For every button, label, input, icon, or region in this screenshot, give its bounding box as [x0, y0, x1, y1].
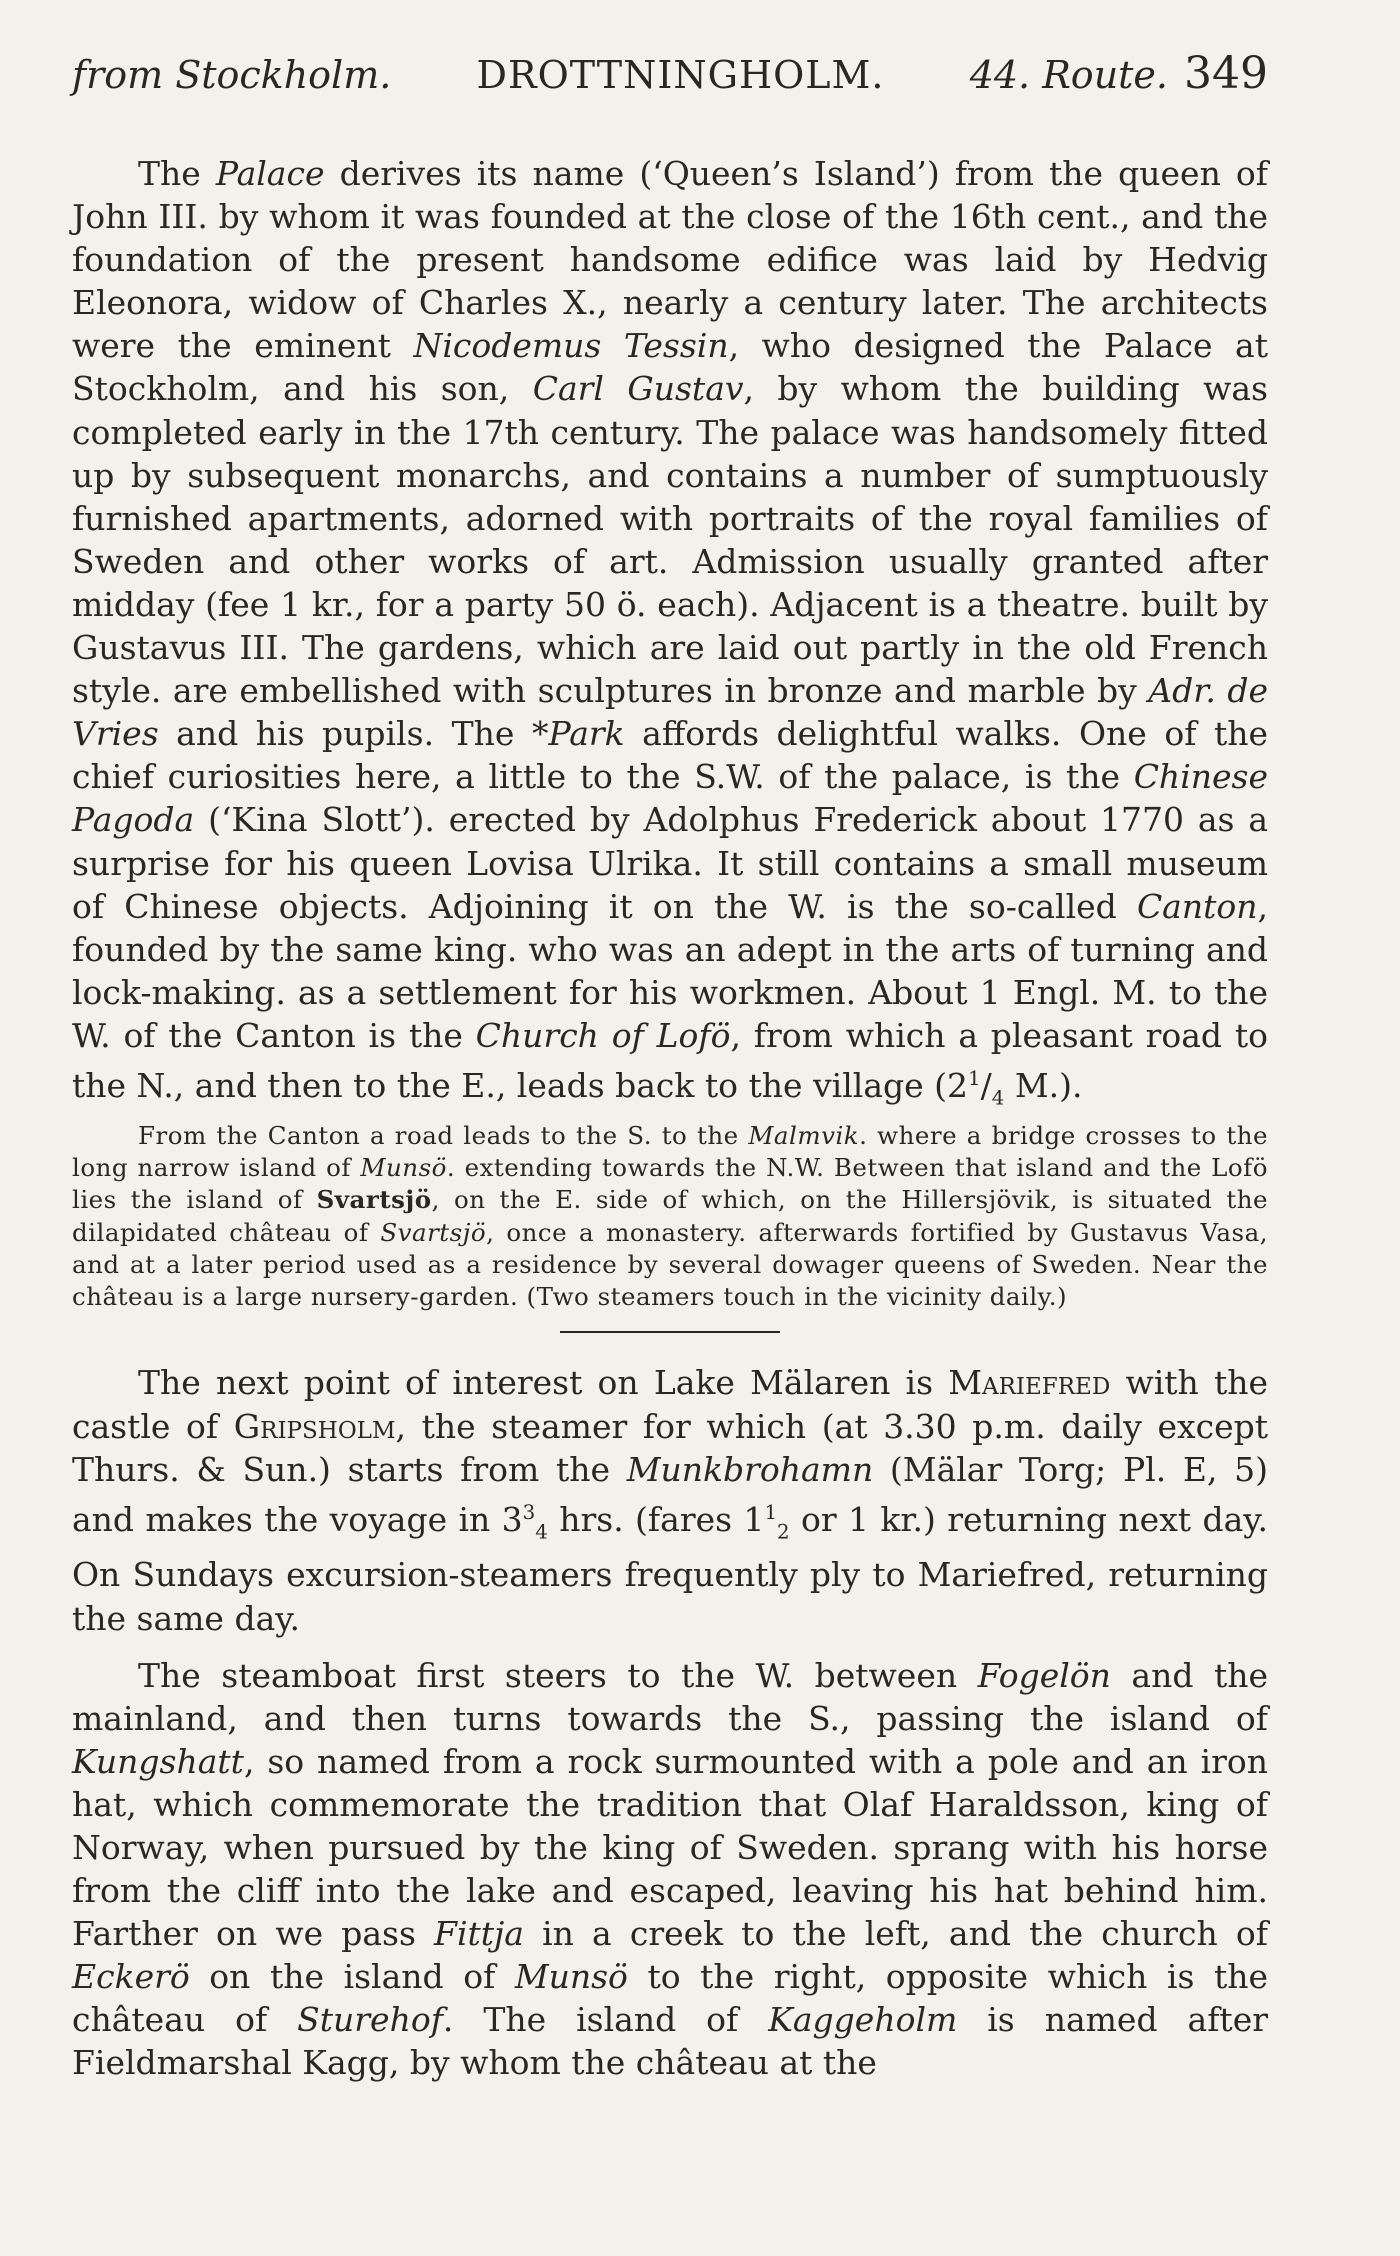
text-run: hrs. (fares 1: [547, 1499, 765, 1539]
header-route: 44. Route.: [969, 53, 1168, 97]
italic-run: Chinese Pagoda: [72, 757, 1268, 840]
fraction-denominator: 4: [535, 1520, 548, 1544]
text-run: , on the E. side of which, on the Hillersjövik, is situated the dilapidated château of: [72, 1185, 1268, 1247]
italic-run: Carl Gustav: [532, 369, 744, 409]
text-run: From the Canton a road leads to the S. to the: [138, 1120, 749, 1150]
fraction-slash: /: [980, 1065, 992, 1105]
paragraph-palace: [72, 152, 1268, 1120]
small-caps-run: Mariefred: [948, 1363, 1111, 1403]
running-header: [72, 48, 1268, 108]
small-caps-run: Gripsholm: [233, 1406, 396, 1446]
italic-run: Eckerö: [72, 1957, 190, 1997]
fraction-numerator: 1: [764, 1500, 778, 1524]
header-right: [970, 48, 1268, 99]
italic-run: Munsö: [360, 1152, 447, 1182]
text-run: (Mälar Torg; Pl. E, 5) and makes the voyage in 3: [72, 1449, 1269, 1539]
italic-run: Adr. de Vries: [72, 671, 1268, 754]
text-run: , so named from a rock surmounted with a pole and an iron hat, which commemorate the tradition that Olaf Haraldsson, king of Norway, when pursued by the king of Sweden. sprang with his horse from the cliff into the lake and escaped, leaving his hat behind him. Farther on we pass: [72, 1741, 1268, 1954]
text-run: The steamboat first steers to the W. between: [138, 1655, 978, 1695]
page-body: [72, 152, 1268, 2085]
text-run: is named after Fieldmarshal Kagg, by whom the château at the: [72, 2000, 1268, 2083]
italic-run: Nicodemus Tessin: [413, 326, 729, 366]
text-run: to the right, opposite which is the château of: [72, 1957, 1268, 2040]
text-run: and the mainland, and then turns towards the S., passing the island of: [72, 1655, 1268, 1738]
italic-run: Svartsjö: [380, 1217, 487, 1247]
book-page: [72, 48, 1268, 2085]
italic-run: Fogelön: [977, 1655, 1111, 1695]
text-run: M.).: [1004, 1065, 1083, 1105]
text-run: with the castle of: [72, 1363, 1268, 1446]
italic-run: Sturehof: [297, 2000, 443, 2040]
italic-run: *Park: [531, 714, 625, 754]
bold-run: Svartsjö: [316, 1185, 432, 1215]
header-left: from Stockholm.: [72, 53, 392, 97]
italic-run: Kaggeholm: [768, 2000, 958, 2040]
italic-run: Canton: [1136, 886, 1258, 926]
text-run: . extending towards the N.W. Between that island and the Lofö lies the island of: [72, 1152, 1268, 1215]
text-run: in a creek to the left, and the church of: [523, 1914, 1269, 1954]
paragraph-mariefred: [72, 1361, 1268, 1639]
paragraph-steamboat: [72, 1654, 1268, 2085]
header-title: DROTTNINGHOLM.: [476, 53, 885, 97]
small-print-excursion: [72, 1120, 1268, 1314]
italic-run: Munkbrohamn: [626, 1449, 874, 1489]
fraction-numerator: 3: [522, 1500, 536, 1524]
italic-run: Malmvik: [748, 1120, 860, 1150]
italic-run: Munsö: [514, 1957, 628, 1997]
text-run: and his pupils. The: [158, 714, 532, 754]
text-run: or 1 kr.) returning next day. On Sundays excursion-steamers frequently ply to Mariefred, returning the same day.: [72, 1499, 1268, 1638]
text-run: on the island of: [189, 1957, 515, 1997]
section-divider: [560, 1331, 780, 1333]
fraction-numerator: 1: [968, 1066, 981, 1090]
page-number: 349: [1184, 48, 1268, 99]
text-run: , who designed the Palace at Stockholm, and his son,: [72, 326, 1268, 409]
text-run: , founded by the same king. who was an adept in the arts of turning and lock-making. as a settlement for his workmen. About 1 Engl. M. to the W. of the Canton is the: [72, 886, 1268, 1055]
italic-run: Kungshatt: [72, 1741, 244, 1781]
text-run: (‘Kina Slott’). erected by Adolphus Frederick about 1770 as a surprise for his queen Lovisa Ulrika. It still contains a small museum of Chinese objects. Adjoining it on the W. is the so-called: [72, 800, 1268, 926]
fraction-denominator: 2: [777, 1520, 790, 1544]
text-run: The: [138, 154, 216, 193]
italic-run: Fittja: [434, 1914, 524, 1954]
text-run: , by whom the building was completed early in the 17th century. The palace was handsomely fitted up by subsequent monarchs, and contains a number of sumptuously furnished apartments, adorned with portraits of the royal families of Sweden and other works of art. Admission usually granted after midday (fee 1 kr., for a party 50 ö. each). Adjacent is a theatre. built by Gustavus III. The gardens, which are laid out partly in the old French style. are embellished with sculptures in bronze and marble by: [72, 369, 1268, 711]
text-run: , the steamer for which (at 3.30 p.m. daily except Thurs. & Sun.) starts from the: [72, 1406, 1269, 1489]
italic-run: Palace: [215, 154, 325, 193]
italic-run: Church of Lofö: [475, 1015, 731, 1055]
text-run: The next point of interest on Lake Mälaren is: [138, 1363, 949, 1403]
fraction-denominator: 4: [991, 1086, 1005, 1110]
text-run: , once a monastery. afterwards fortified by Gustavus Vasa, and at a later period used as a residence by several dowager queens of Sweden. Near the château is a large nursery-garden. (Two steamers touch in the vicinity daily.): [72, 1217, 1268, 1312]
text-run: derives its name (‘Queen’s Island’) from the queen of John III. by whom it was founded at the close of the 16th cent., and the foundation of the present handsome edifice was laid by Hedvig Eleonora, widow of Charles X., nearly a century later. The architects were the eminent: [72, 154, 1268, 366]
text-run: , from which a pleasant road to the N., and then to the E., leads back to the village (2: [72, 1015, 1268, 1105]
text-run: . The island of: [442, 2000, 769, 2040]
text-run: . where a bridge crosses to the long narrow island of: [72, 1120, 1268, 1182]
text-run: affords delightful walks. One of the chief curiosities here, a little to the S.W. of the palace, is the: [72, 714, 1268, 797]
